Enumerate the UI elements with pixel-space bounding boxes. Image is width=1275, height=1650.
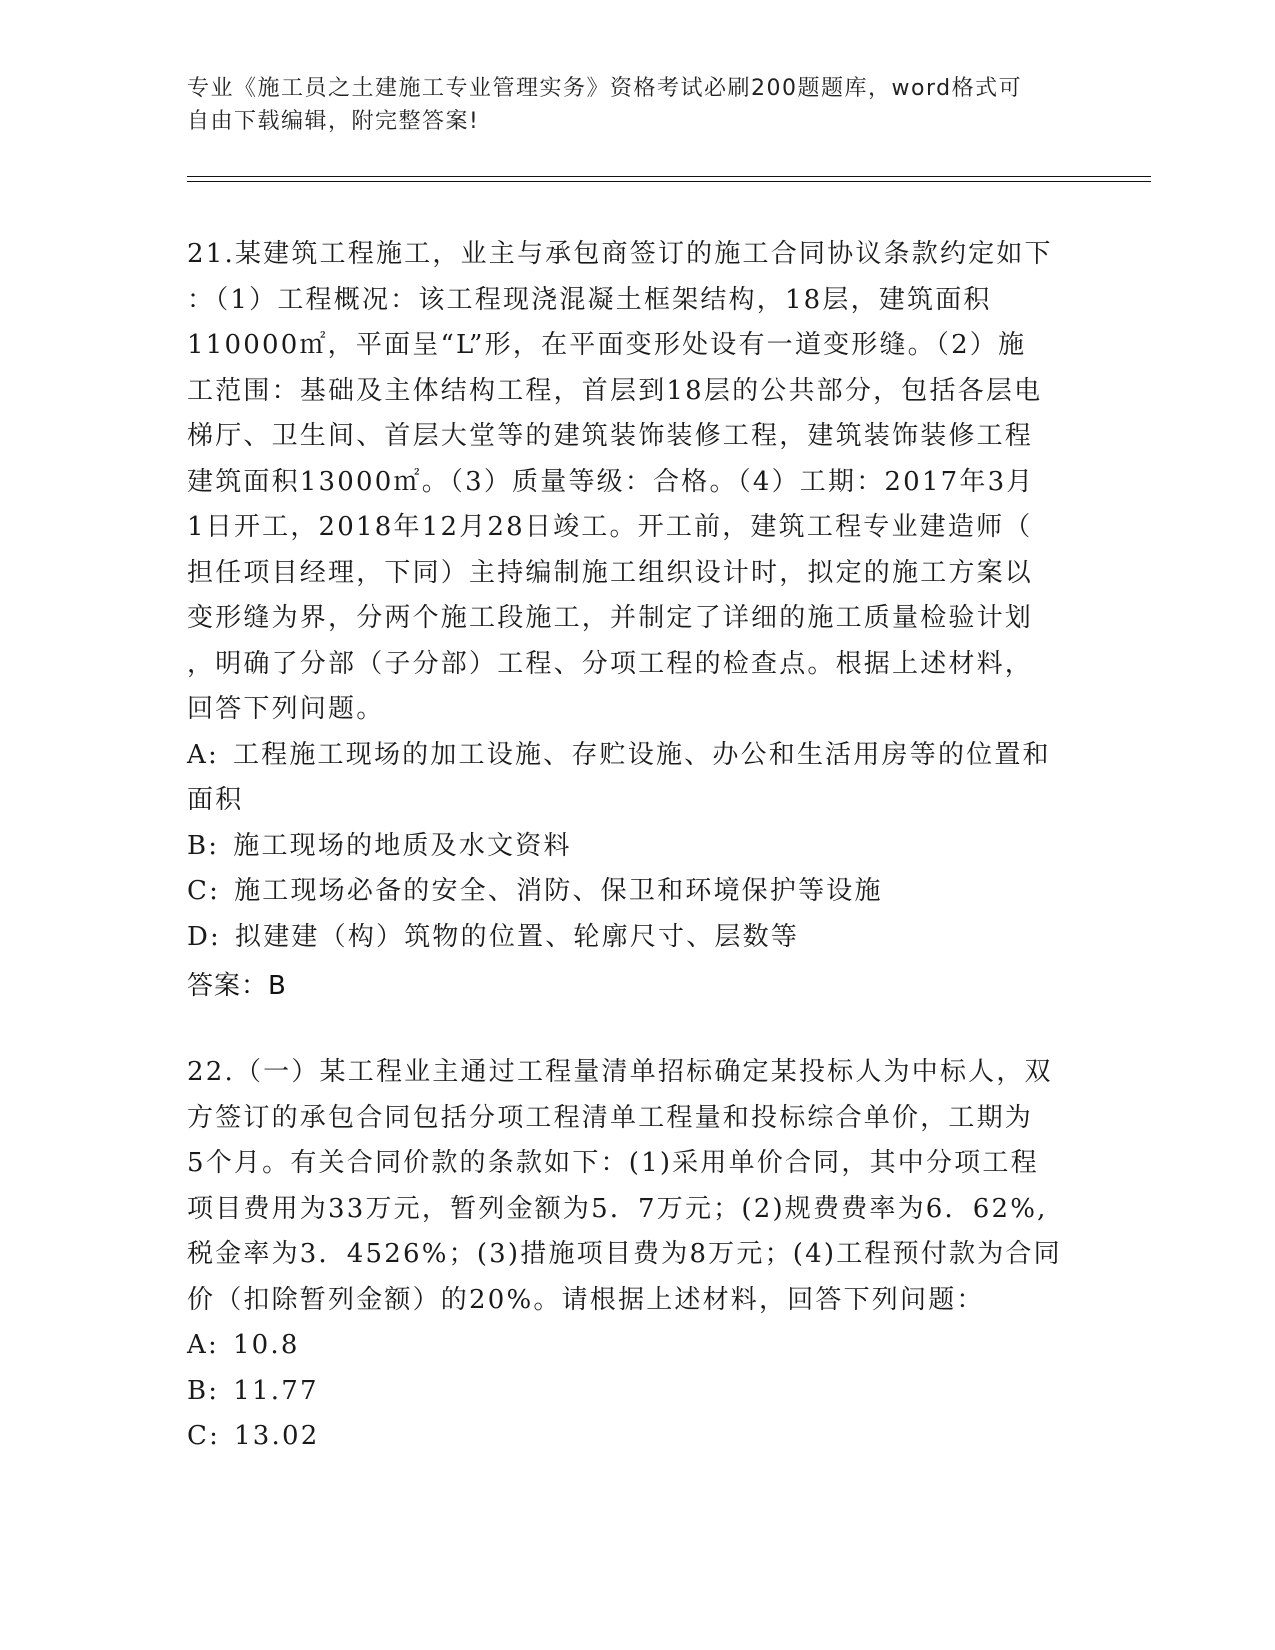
option-a [187,733,1067,824]
option-text: 施工现场必备的安全、消防、保卫和环境保护等设施 [234,876,883,906]
document-header [187,72,1067,138]
header-divider-bottom [187,181,1151,182]
stem-line: 21.某建筑工程施工，业主与承包商签订的施工合同协议条款约定如下 [187,239,1053,269]
option-c [187,1414,1067,1460]
option-text: 面积 [187,785,244,815]
stem-line: ，明确了分部（子分部）工程、分项工程的检查点。根据上述材料， [187,648,1034,679]
option-letter: A: [187,739,219,770]
option-text: 11.77 [233,1375,319,1406]
header-line-2: 自由下载编辑，附完整答案! [187,109,480,134]
answer-label: 答案：B [187,971,287,1001]
stem-line: 22.（一）某工程业主通过工程量清单招标确定某投标人为中标人，双 [187,1057,1053,1087]
header-line-1: 专业《施工员之土建施工专业管理实务》资格考试必刷200题题库，word格式可 [187,76,1023,101]
stem-line: 方签订的承包合同包括分项工程清单工程量和投标综合单价，工期为 [187,1102,1034,1133]
option-letter: D: [187,921,222,952]
option-d [187,915,1067,961]
stem-line: 建筑面积13000㎡。（3）质量等级：合格。（4）工期：2017年3月 [187,466,1035,497]
stem-line: 回答下列问题。 [187,694,385,724]
stem-line: 变形缝为界，分两个施工段施工，并制定了详细的施工质量检验计划 [187,603,1034,633]
option-text: 10.8 [232,1330,300,1360]
option-c [187,869,1067,915]
question-22 [187,1050,1067,1460]
question-stem [187,1050,1067,1323]
option-letter: C: [187,876,221,906]
stem-line: 担任项目经理，下同）主持编制施工组织设计时，拟定的施工方案以 [187,557,1034,588]
question-stem [187,232,1067,733]
question-21 [187,232,1067,1010]
option-letter: B: [187,1375,220,1406]
option-text: 工程施工现场的加工设施、存贮设施、办公和生活用房等的位置和 [232,739,1051,770]
option-b [187,1369,1067,1415]
stem-line: 税金率为3．4526%；(3)措施项目费为8万元；(4)工程预付款为合同 [187,1239,1062,1269]
stem-line: 梯厅、卫生间、首层大堂等的建筑装饰装修工程，建筑装饰装修工程 [187,421,1034,451]
option-a [187,1323,1067,1369]
option-letter: B: [187,830,220,861]
stem-line: 价（扣除暂列金额）的20%。请根据上述材料，回答下列问题： [187,1284,985,1315]
option-text: 13.02 [234,1421,320,1451]
option-b [187,824,1067,870]
stem-line: ：（1）工程概况：该工程现浇混凝土框架结构，18层，建筑面积 [187,284,992,315]
header-divider-top [187,176,1151,177]
stem-line: 工范围：基础及主体结构工程，首层到18层的公共部分，包括各层电 [187,375,1043,406]
option-text: 拟建建（构）筑物的位置、轮廓尺寸、层数等 [235,921,800,952]
stem-line: 1日开工，2018年12月28日竣工。开工前，建筑工程专业建造师（ [187,512,1033,542]
option-text: 施工现场的地质及水文资料 [233,830,572,861]
stem-line: 5个月。有关合同价款的条款如下：(1)采用单价合同，其中分项工程 [187,1148,1039,1178]
stem-line: 110000㎡，平面呈“L”形，在平面变形处设有一道变形缝。（2）施 [187,330,1027,360]
option-letter: A: [187,1330,219,1360]
stem-line: 项目费用为33万元，暂列金额为5．7万元；(2)规费费率为6．62%, [187,1193,1048,1224]
option-letter: C: [187,1421,221,1451]
